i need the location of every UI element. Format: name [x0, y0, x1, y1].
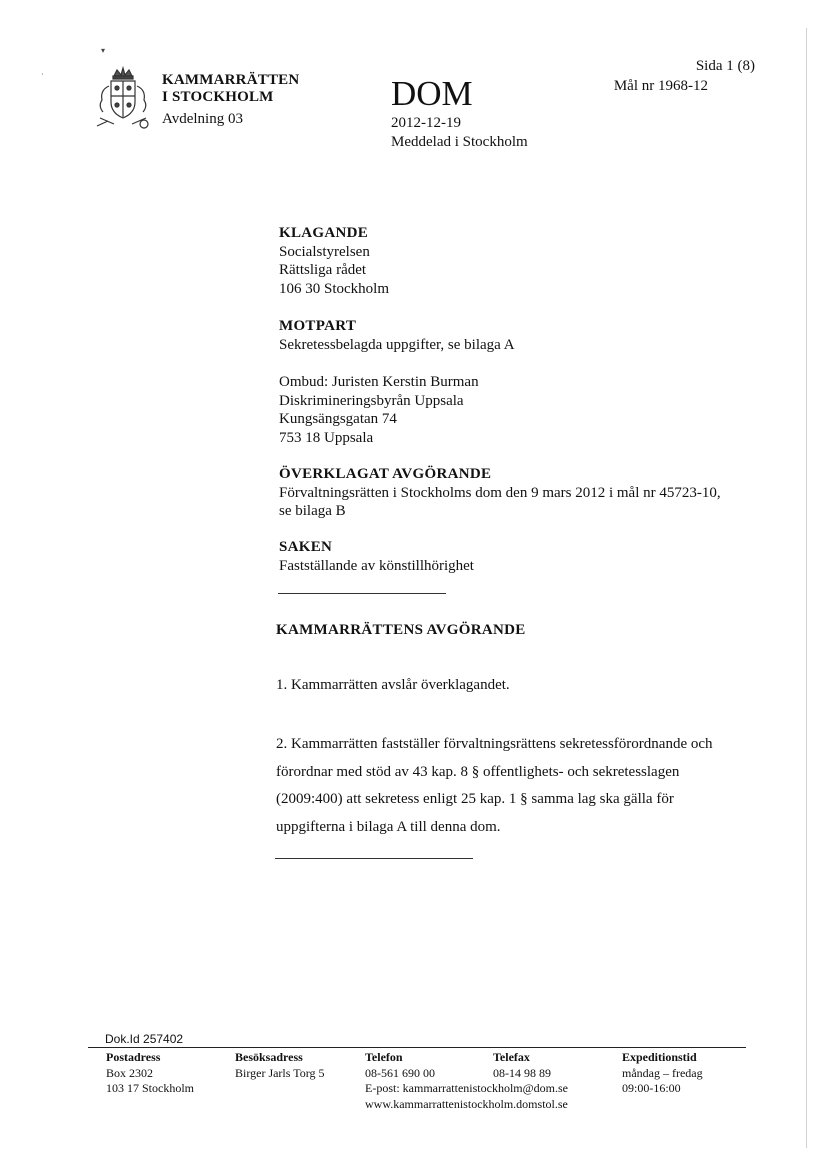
footer-email: E-post: kammarrattenistockholm@dom.se	[365, 1081, 569, 1095]
division: Avdelning 03	[162, 111, 243, 127]
appealed-decision-block	[279, 465, 721, 521]
appellant-heading: KLAGANDE	[279, 225, 369, 241]
footer-postal-heading: Postadress	[106, 1050, 161, 1064]
case-number: Mål nr 1968-12	[613, 78, 708, 94]
appellant-line: 106 30 Stockholm	[279, 280, 390, 297]
footer-postal	[106, 1050, 194, 1097]
decision-date: 2012-12-19	[391, 115, 461, 131]
footer-fax-heading: Telefax	[493, 1050, 530, 1064]
footer-visiting-line: Birger Jarls Torg 5	[235, 1065, 325, 1080]
scan-mark: ·	[41, 70, 44, 79]
decision-point-2-line: (2009:400) att sekretess enligt 25 kap. 1 § samma lag ska gälla för	[276, 791, 674, 807]
counterparty-heading: MOTPART	[279, 318, 357, 334]
decision-point-1: 1. Kammarrätten avslår överklagandet.	[276, 677, 510, 693]
appealed-line: Förvaltningsrätten i Stockholms dom den 9 mars 2012 i mål nr 45723-10,	[279, 484, 721, 501]
subject-line: Fastställande av könstillhörighet	[279, 557, 474, 574]
end-rule	[275, 858, 473, 859]
footer-visiting	[235, 1050, 325, 1081]
footer-rule	[88, 1047, 746, 1048]
decision-point-2-line: uppgifterna i bilaga A till denna dom.	[276, 818, 501, 835]
footer-visiting-heading: Besöksadress	[235, 1050, 303, 1064]
appellant-line: Rättsliga rådet	[279, 262, 367, 278]
court-seal-icon	[94, 66, 152, 132]
subject-heading: SAKEN	[279, 539, 333, 555]
footer-fax-line: 08-14 98 89	[493, 1065, 551, 1080]
footer-postal-line: 103 17 Stockholm	[106, 1081, 195, 1095]
decision-point-2	[276, 731, 756, 841]
court-name	[162, 72, 299, 106]
footer-fax	[493, 1050, 551, 1081]
footer-postal-line: Box 2302	[106, 1065, 154, 1080]
counsel-line: Ombud: Juristen Kerstin Burman	[279, 374, 479, 390]
appealed-line: se bilaga B	[279, 503, 346, 519]
footer-phone-line: 08-561 690 00	[365, 1065, 435, 1080]
counsel-line: 753 18 Uppsala	[279, 429, 374, 446]
footer-hours-line: måndag – fredag	[622, 1065, 703, 1080]
footer-hours-heading: Expeditionstid	[622, 1050, 697, 1064]
counsel-line: Kungsängsgatan 74	[279, 411, 397, 427]
document-type: DOM	[391, 74, 473, 113]
footer-hours-line: 09:00-16:00	[622, 1081, 681, 1095]
footer-phone-heading: Telefon	[365, 1050, 403, 1064]
scan-mark: ▾	[101, 46, 106, 55]
appellant-line: Socialstyrelsen	[279, 243, 370, 260]
counterparty-block	[279, 317, 515, 354]
decision-point-2-line: 2. Kammarrätten fastställer förvaltningsrättens sekretessförordnande och	[276, 736, 713, 752]
decision-point-2-line: förordnar med stöd av 43 kap. 8 § offentlighets- och sekretesslagen	[276, 763, 680, 780]
footer-website: www.kammarrattenistockholm.domstol.se	[365, 1096, 568, 1111]
issued-at: Meddelad i Stockholm	[391, 134, 528, 150]
document-id: Dok.Id 257402	[105, 1032, 184, 1046]
counterparty-line: Sekretessbelagda uppgifter, se bilaga A	[279, 336, 515, 353]
appellant-block	[279, 224, 389, 298]
separator-rule	[278, 593, 446, 594]
footer-hours	[622, 1050, 703, 1097]
scan-edge-line	[806, 28, 807, 1148]
court-name-line1: KAMMARRÄTTEN	[162, 72, 300, 88]
counsel-line: Diskrimineringsbyrån Uppsala	[279, 392, 464, 409]
court-name-line2: I STOCKHOLM	[162, 89, 274, 105]
decision-title: KAMMARRÄTTENS AVGÖRANDE	[276, 622, 526, 638]
appealed-heading: ÖVERKLAGAT AVGÖRANDE	[279, 466, 492, 482]
subject-block	[279, 538, 474, 575]
counsel-block	[279, 373, 479, 447]
page-number: Sida 1 (8)	[695, 58, 755, 74]
